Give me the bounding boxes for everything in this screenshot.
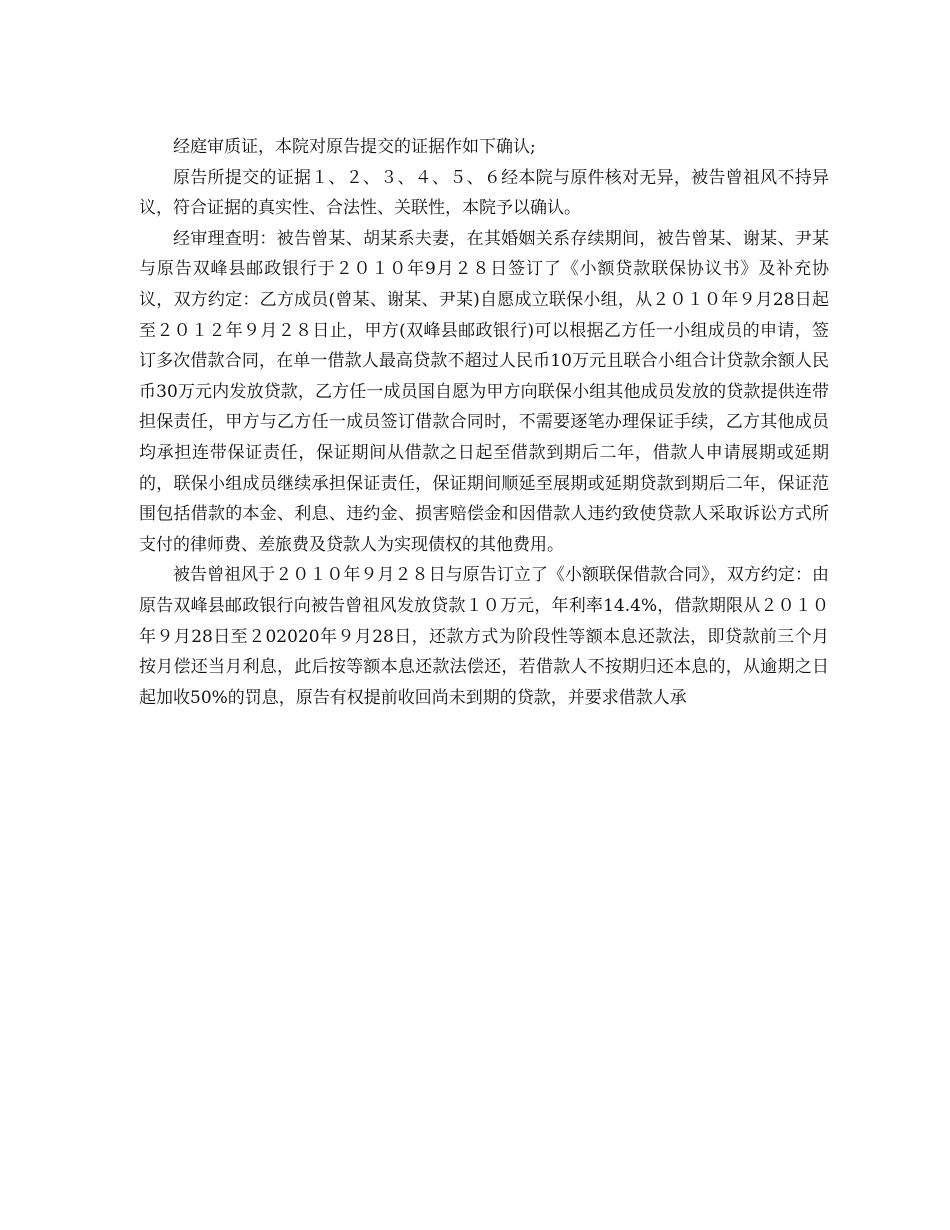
paragraph-evidence-intro: 经庭审质证，本院对原告提交的证据作如下确认; <box>173 137 536 157</box>
paragraph-loan-contract: 被告曾祖风于２０１０年９月２８日与原告订立了《小额联保借款合同》，双方约定：由原告双峰县邮政银行向被告曾祖风发放贷款１０万元，年利率14.4%，借款期限从２０１０年９月28日至２02020年９月28日，还款方式为阶段性等额本息还款法，即贷款前三个月按月偿还当月利息，此后按等额本息还款法偿还，若借款人不按期归还本息的，从逾期之日起加收50%的罚息，原告有权提前收回尚未到期的贷款，并要求借款人承 <box>139 565 829 708</box>
paragraph-evidence-confirmation: 原告所提交的证据１、２、３、４、５、６经本院与原件核对无异，被告曾祖风不持异议，符合证据的真实性、合法性、关联性，本院予以确认。 <box>139 167 829 219</box>
paragraph-facts-found: 经审理查明：被告曾某、胡某系夫妻，在其婚姻关系存续期间，被告曾某、谢某、尹某与原告双峰县邮政银行于２０１０年9月２８日签订了《小额贷款联保协议书》及补充协议，双方约定：乙方成员(曾某、谢某、尹某)自愿成立联保小组，从２０１０年９月28日起至２０１２年９月２８日止，甲方(双峰县邮政银行)可以根据乙方任一小组成员的申请，签订多次借款合同，在单一借款人最高贷款不超过人民币10万元且联合小组合计贷款余额人民币30万元内发放贷款，乙方任一成员国自愿为甲方向联保小组其他成员发放的贷款提供连带担保责任，甲方与乙方任一成员签订借款合同时，不需要逐笔办理保证手续，乙方其他成员均承担连带保证责任，保证期间从借款之日起至借款到期后二年，借款人申请展期或延期的，联保小组成员继续承担保证责任，保证期间顺延至展期或延期贷款到期后二年，保证范围包括借款的本金、利息、违约金、损害赔偿金和因借款人违约致使贷款人采取诉讼方式所支付的律师费、差旅费及贷款人为实现债权的其他费用。 <box>139 228 829 555</box>
document-body <box>139 132 829 713</box>
